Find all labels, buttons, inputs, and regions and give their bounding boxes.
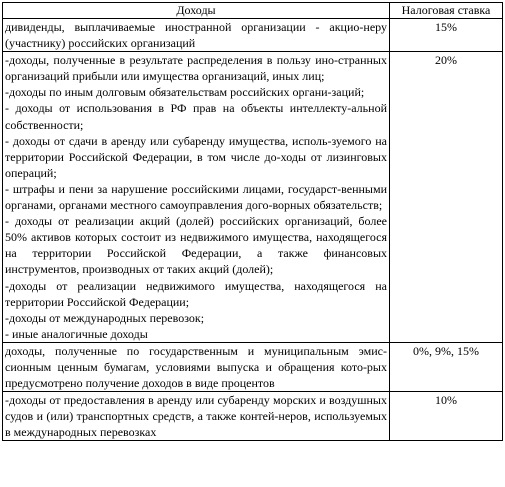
income-cell [3, 52, 390, 343]
rate-cell: 20% [390, 52, 503, 343]
income-item: - доходы от реализации акций (долей) российских организаций, более 50% активов которых состоит из недвижимого имущества, находящегося на территории Российской Федерации, а также финансовых инструментов, производных от таких акций (долей); [5, 214, 387, 277]
tax-rates-table [2, 2, 503, 441]
rate-cell: 15% [390, 19, 503, 52]
table-row [3, 392, 503, 441]
income-item: - штрафы и пени за нарушение российскими лицами, государст-венными органами, органами местного самоуправления дого-ворных обязательств; [5, 181, 387, 213]
rate-cell: 10% [390, 392, 503, 441]
income-cell [3, 392, 390, 441]
header-row [3, 3, 503, 19]
income-item: -доходы, полученные в результате распределения в пользу ино-странных организаций прибыли или имущества организаций, иных лиц; [5, 53, 387, 84]
income-item: -доходы от предоставления в аренду или субаренду морских и воздушных судов и (или) транспортных средств, а также контей-неров, используемых в международных перевозках [5, 393, 387, 440]
income-item: - иные аналогичные доходы [5, 326, 148, 341]
table-row [3, 342, 503, 391]
income-cell [3, 342, 390, 391]
income-item: - доходы от использования в РФ прав на объекты интеллекту-альной собственности; [5, 101, 387, 132]
income-item: -доходы от международных перевозок; [5, 310, 205, 325]
income-item: -доходы по иным долговым обязательствам российских органи-заций; [5, 85, 365, 100]
header-tax-rate: Налоговая ставка [390, 3, 503, 19]
income-item: -доходы от реализации недвижимого имущества, находящегося на территории Российской Федерации; [5, 278, 387, 309]
table-row [3, 19, 503, 52]
income-item: дивиденды, выплачиваемые иностранной организации - акцио-неру (участнику) российских организаций [5, 20, 387, 51]
income-item: - доходы от сдачи в аренду или субаренду имущества, исполь-зуемого на территории Российской Федерации, в том числе до-ходы от лизинговых операций; [5, 133, 387, 180]
header-income: Доходы [3, 3, 390, 19]
rate-cell: 0%, 9%, 15% [390, 342, 503, 391]
income-cell [3, 19, 390, 52]
income-item: доходы, полученные по государственным и муниципальным эмис-сионным ценным бумагам, условиями выпуска и обращения кото-рых предусмотрено получение доходов в виде процентов [5, 343, 387, 391]
table-row [3, 52, 503, 343]
